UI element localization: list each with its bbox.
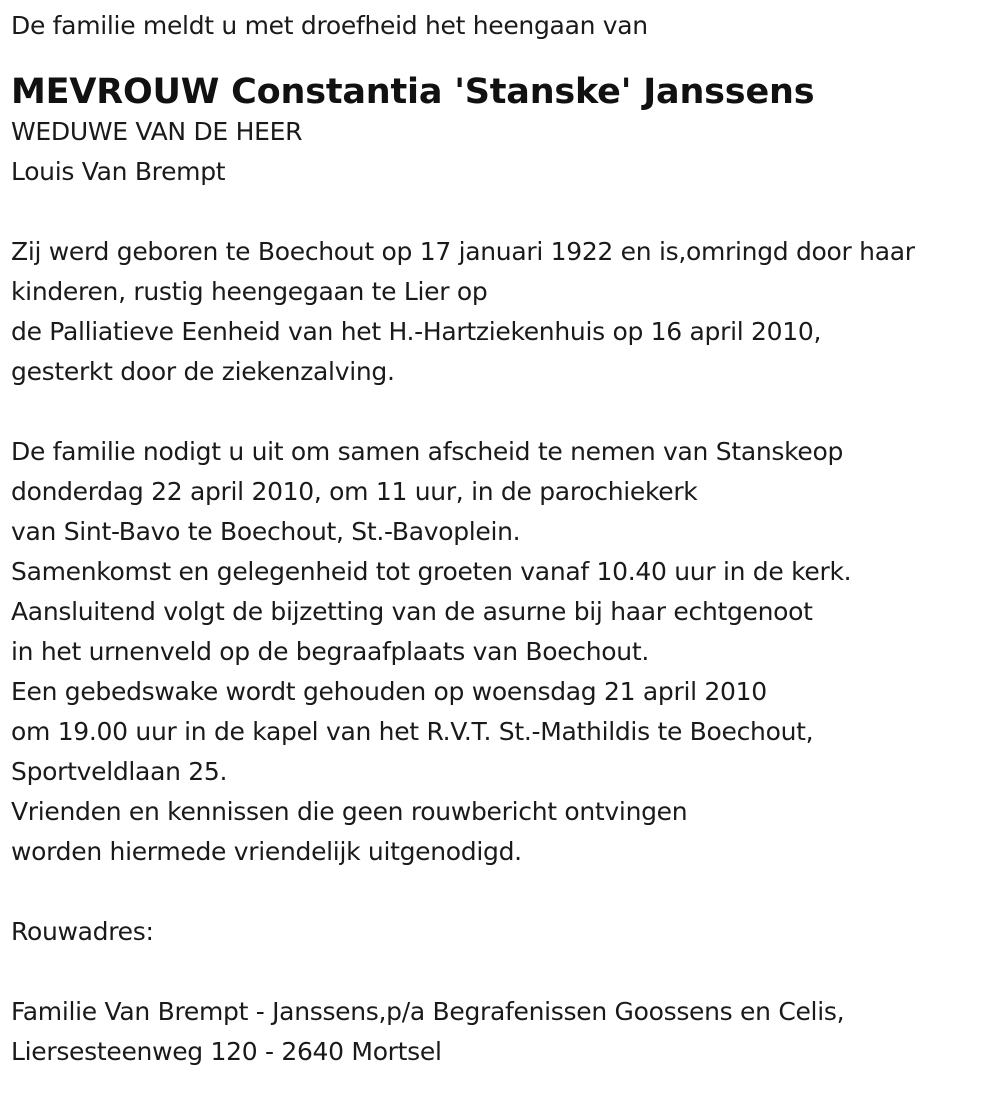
birth-death-paragraph <box>11 232 996 392</box>
relation-line: WEDUWE VAN DE HEER <box>11 117 303 146</box>
ceremony-paragraph <box>11 432 996 872</box>
address-label: Rouwadres: <box>11 917 154 946</box>
deceased-name: MEVROUW Constantia 'Stanske' Janssens <box>11 72 815 112</box>
paragraph-line: Aansluitend volgt de bijzetting van de asurne bij haar echtgenoot <box>11 597 813 626</box>
paragraph-line: Een gebedswake wordt gehouden op woensdag 21 april 2010 <box>11 677 767 706</box>
paragraph-line: donderdag 22 april 2010, om 11 uur, in de parochiekerk <box>11 477 698 506</box>
paragraph-line: Samenkomst en gelegenheid tot groeten vanaf 10.40 uur in de kerk. <box>11 557 852 586</box>
paragraph-line: om 19.00 uur in de kapel van het R.V.T. St.-Mathildis te Boechout, <box>11 717 814 746</box>
paragraph-line: Sportveldlaan 25. <box>11 757 228 786</box>
paragraph-line: Zij werd geboren te Boechout op 17 januari 1922 en is,omringd door haar <box>11 237 915 266</box>
spacer <box>11 392 996 432</box>
spacer <box>11 872 996 912</box>
intro-line: De familie meldt u met droefheid het heengaan van <box>11 11 648 40</box>
spacer <box>11 192 996 232</box>
paragraph-line: Vrienden en kennissen die geen rouwbericht ontvingen <box>11 797 688 826</box>
spouse-name: Louis Van Brempt <box>11 157 226 186</box>
obituary-document <box>11 6 996 1072</box>
paragraph-line: worden hiermede vriendelijk uitgenodigd. <box>11 837 522 866</box>
paragraph-line: in het urnenveld op de begraafplaats van Boechout. <box>11 637 649 666</box>
paragraph-line: kinderen, rustig heengegaan te Lier op <box>11 277 488 306</box>
paragraph-line: de Palliatieve Eenheid van het H.-Hartziekenhuis op 16 april 2010, <box>11 317 822 346</box>
paragraph-line: gesterkt door de ziekenzalving. <box>11 357 395 386</box>
paragraph-line: van Sint-Bavo te Boechout, St.-Bavoplein. <box>11 517 521 546</box>
address-line: Familie Van Brempt - Janssens,p/a Begrafenissen Goossens en Celis, <box>11 997 845 1026</box>
address-line: Liersesteenweg 120 - 2640 Mortsel <box>11 1037 442 1066</box>
paragraph-line: De familie nodigt u uit om samen afscheid te nemen van Stanskeop <box>11 437 844 466</box>
address-block <box>11 992 996 1072</box>
spacer <box>11 952 996 992</box>
